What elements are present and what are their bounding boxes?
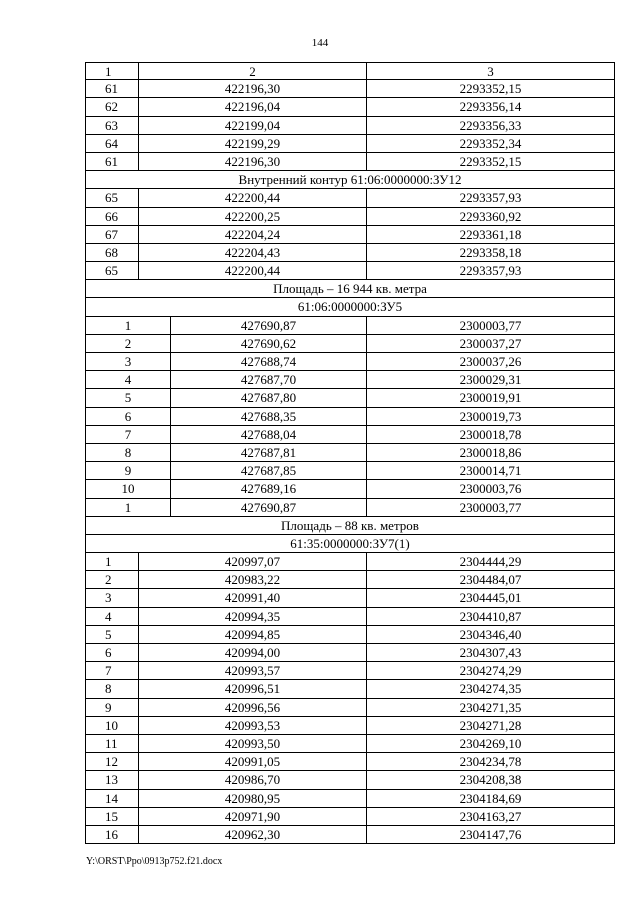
section-title-cell: Внутренний контур 61:06:0000000:ЗУ12: [238, 172, 462, 188]
point-number-cell: 11: [105, 735, 118, 751]
y-coordinate-cell: 2293357,93: [366, 262, 614, 279]
table-row: [85, 408, 615, 426]
x-coordinate-cell: 422200,25: [138, 208, 366, 225]
table-row: [85, 699, 615, 717]
point-number-cell: 65: [105, 263, 118, 279]
table-row: [85, 790, 615, 808]
table-row: [85, 608, 615, 626]
table-row: [85, 353, 615, 371]
x-coordinate-cell: 420994,85: [138, 626, 366, 643]
point-number-cell: 8: [105, 681, 112, 697]
y-coordinate-cell: 2304307,43: [366, 644, 614, 661]
point-number-cell: 66: [105, 208, 118, 224]
table-row: [85, 98, 615, 116]
point-number-cell: 12: [105, 754, 118, 770]
table-row: [85, 480, 615, 498]
point-number-cell: 7: [105, 663, 112, 679]
x-coordinate-cell: 420993,50: [138, 735, 366, 752]
table-row: [85, 662, 615, 680]
x-coordinate-cell: 422204,24: [138, 226, 366, 243]
y-coordinate-cell: 2293352,15: [366, 80, 614, 97]
y-coordinate-cell: 2304163,27: [366, 808, 614, 825]
y-coordinate-cell: 2293360,92: [366, 208, 614, 225]
y-coordinate-cell: 2300037,26: [366, 353, 614, 370]
x-coordinate-cell: 427690,62: [170, 335, 366, 352]
point-number-cell: 1: [124, 499, 132, 515]
section-title-cell: 61:35:0000000:ЗУ7(1): [290, 535, 410, 551]
x-coordinate-cell: 2: [138, 63, 366, 79]
y-coordinate-cell: 2300029,31: [366, 371, 614, 388]
y-coordinate-cell: 2304274,35: [366, 680, 614, 697]
x-coordinate-cell: 427687,70: [170, 371, 366, 388]
point-number-cell: 61: [105, 81, 118, 97]
y-coordinate-cell: 2304346,40: [366, 626, 614, 643]
x-coordinate-cell: 427688,74: [170, 353, 366, 370]
x-coordinate-cell: 422199,29: [138, 135, 366, 152]
table-row: [85, 462, 615, 480]
x-coordinate-cell: 420997,07: [138, 553, 366, 570]
x-coordinate-cell: 420994,35: [138, 608, 366, 625]
table-row: [85, 571, 615, 589]
point-number-cell: 16: [105, 826, 118, 842]
y-coordinate-cell: 2300003,77: [366, 317, 614, 334]
x-coordinate-cell: 422200,44: [138, 189, 366, 206]
section-header-row: [85, 517, 615, 535]
point-number-cell: 2: [105, 572, 112, 588]
point-number-cell: 4: [124, 372, 132, 388]
table-row: [85, 644, 615, 662]
x-coordinate-cell: 420996,51: [138, 680, 366, 697]
point-number-cell: 9: [105, 699, 112, 715]
y-coordinate-cell: 2304484,07: [366, 571, 614, 588]
table-row: [85, 553, 615, 571]
point-number-cell: 61: [105, 153, 118, 169]
table-row: [85, 626, 615, 644]
table-row: [85, 335, 615, 353]
y-coordinate-cell: 2304271,28: [366, 717, 614, 734]
point-number-cell: 62: [105, 99, 118, 115]
x-coordinate-cell: 420971,90: [138, 808, 366, 825]
point-number-cell: 3: [105, 590, 112, 606]
y-coordinate-cell: 2304184,69: [366, 790, 614, 807]
page-number: 144: [311, 37, 329, 49]
point-number-cell: 1: [105, 64, 112, 79]
x-coordinate-cell: 427687,80: [170, 389, 366, 406]
section-header-row: [85, 280, 615, 298]
point-number-cell: 68: [105, 244, 118, 260]
table-row: [85, 389, 615, 407]
point-number-cell: 2: [124, 335, 132, 351]
table-row: [85, 135, 615, 153]
y-coordinate-cell: 2293356,14: [366, 98, 614, 115]
y-coordinate-cell: 2304234,78: [366, 753, 614, 770]
y-coordinate-cell: 2304444,29: [366, 553, 614, 570]
x-coordinate-cell: 427687,85: [170, 462, 366, 479]
section-header-row: [85, 298, 615, 316]
y-coordinate-cell: 3: [366, 63, 614, 79]
x-coordinate-cell: 420994,00: [138, 644, 366, 661]
point-number-cell: 15: [105, 808, 118, 824]
x-coordinate-cell: 420993,53: [138, 717, 366, 734]
point-number-cell: 5: [124, 390, 132, 406]
column-number-row: [85, 62, 615, 80]
section-header-row: [85, 535, 615, 553]
x-coordinate-cell: 420996,56: [138, 699, 366, 716]
x-coordinate-cell: 420986,70: [138, 771, 366, 788]
point-number-cell: 6: [124, 408, 132, 424]
x-coordinate-cell: 427687,81: [170, 444, 366, 461]
x-coordinate-cell: 420991,40: [138, 589, 366, 606]
x-coordinate-cell: 422200,44: [138, 262, 366, 279]
y-coordinate-cell: 2300018,86: [366, 444, 614, 461]
table-row: [85, 426, 615, 444]
y-coordinate-cell: 2304410,87: [366, 608, 614, 625]
point-number-cell: 13: [105, 772, 118, 788]
y-coordinate-cell: 2304208,38: [366, 771, 614, 788]
point-number-cell: 10: [105, 717, 118, 733]
y-coordinate-cell: 2304445,01: [366, 589, 614, 606]
point-number-cell: 8: [124, 444, 132, 460]
table-row: [85, 680, 615, 698]
table-row: [85, 317, 615, 335]
table-row: [85, 208, 615, 226]
point-number-cell: 67: [105, 226, 118, 242]
x-coordinate-cell: 427690,87: [170, 317, 366, 334]
x-coordinate-cell: 427689,16: [170, 480, 366, 497]
y-coordinate-cell: 2293361,18: [366, 226, 614, 243]
y-coordinate-cell: 2293357,93: [366, 189, 614, 206]
footer-file-path: Y:\ORST\Ppo\0913p752.f21.docx: [86, 856, 223, 867]
point-number-cell: 1: [105, 554, 112, 570]
table-row: [85, 153, 615, 171]
table-row: [85, 117, 615, 135]
table-row: [85, 262, 615, 280]
point-number-cell: 5: [105, 626, 112, 642]
y-coordinate-cell: 2293352,15: [366, 153, 614, 170]
x-coordinate-cell: 422196,30: [138, 80, 366, 97]
point-number-cell: 1: [124, 317, 132, 333]
y-coordinate-cell: 2293356,33: [366, 117, 614, 134]
y-coordinate-cell: 2300014,71: [366, 462, 614, 479]
y-coordinate-cell: 2304274,29: [366, 662, 614, 679]
point-number-cell: 6: [105, 645, 112, 660]
section-title-cell: 61:06:0000000:ЗУ5: [297, 299, 403, 315]
x-coordinate-cell: 427690,87: [170, 499, 366, 516]
table-row: [85, 499, 615, 517]
y-coordinate-cell: 2300037,27: [366, 335, 614, 352]
section-title-cell: Площадь – 88 кв. метров: [281, 517, 419, 533]
table-row: [85, 589, 615, 607]
table-row: [85, 771, 615, 789]
x-coordinate-cell: 422196,04: [138, 98, 366, 115]
table-row: [85, 753, 615, 771]
x-coordinate-cell: 422196,30: [138, 153, 366, 170]
x-coordinate-cell: 420962,30: [138, 826, 366, 843]
x-coordinate-cell: 420980,95: [138, 790, 366, 807]
table-row: [85, 717, 615, 735]
x-coordinate-cell: 420991,05: [138, 753, 366, 770]
point-number-cell: 65: [105, 190, 118, 206]
y-coordinate-cell: 2300003,76: [366, 480, 614, 497]
table-row: [85, 189, 615, 207]
point-number-cell: 9: [124, 463, 132, 479]
table-row: [85, 808, 615, 826]
point-number-cell: 64: [105, 135, 118, 151]
y-coordinate-cell: 2304147,76: [366, 826, 614, 843]
point-number-cell: 10: [121, 481, 135, 497]
y-coordinate-cell: 2300019,91: [366, 389, 614, 406]
y-coordinate-cell: 2304269,10: [366, 735, 614, 752]
table-row: [85, 735, 615, 753]
table-row: [85, 826, 615, 844]
y-coordinate-cell: 2300003,77: [366, 499, 614, 516]
table-row: [85, 444, 615, 462]
coordinates-table: [85, 62, 615, 844]
point-number-cell: 7: [124, 426, 132, 442]
table-row: [85, 371, 615, 389]
table-row: [85, 244, 615, 262]
point-number-cell: 4: [105, 608, 112, 624]
x-coordinate-cell: 427688,35: [170, 408, 366, 425]
section-title-cell: Площадь – 16 944 кв. метра: [273, 281, 427, 297]
point-number-cell: 3: [124, 354, 132, 369]
x-coordinate-cell: 422199,04: [138, 117, 366, 134]
point-number-cell: 14: [105, 790, 118, 806]
y-coordinate-cell: 2293352,34: [366, 135, 614, 152]
x-coordinate-cell: 427688,04: [170, 426, 366, 443]
point-number-cell: 63: [105, 117, 118, 133]
x-coordinate-cell: 420993,57: [138, 662, 366, 679]
section-header-row: [85, 171, 615, 189]
table-row: [85, 80, 615, 98]
y-coordinate-cell: 2304271,35: [366, 699, 614, 716]
y-coordinate-cell: 2300019,73: [366, 408, 614, 425]
y-coordinate-cell: 2300018,78: [366, 426, 614, 443]
x-coordinate-cell: 422204,43: [138, 244, 366, 261]
y-coordinate-cell: 2293358,18: [366, 244, 614, 261]
table-row: [85, 226, 615, 244]
x-coordinate-cell: 420983,22: [138, 571, 366, 588]
